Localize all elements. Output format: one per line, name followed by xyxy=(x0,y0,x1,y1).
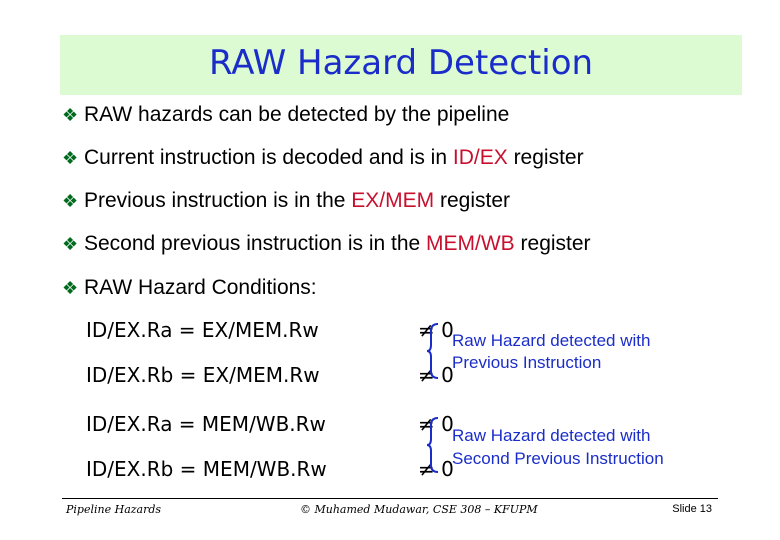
condition-operator: ≠ 0 xyxy=(418,363,454,387)
condition-expression: ID/EX.Ra = MEM/WB.Rw xyxy=(86,412,326,436)
condition-expression: ID/EX.Rb = EX/MEM.Rw xyxy=(86,363,320,387)
footer-topic: Pipeline Hazards xyxy=(66,503,162,516)
diamond-bullet-icon: ❖ xyxy=(62,148,79,168)
hazard-note-line: Previous Instruction xyxy=(452,353,602,372)
diamond-bullet-icon: ❖ xyxy=(62,105,79,125)
footer-divider xyxy=(62,498,718,499)
condition-expression: ID/EX.Rb = MEM/WB.Rw xyxy=(86,457,327,481)
hazard-note-line: Second Previous Instruction xyxy=(452,449,664,468)
bullet-item: ❖ RAW hazards can be detected by the pipeline xyxy=(62,103,510,126)
brace-icon xyxy=(426,322,442,380)
diamond-bullet-icon: ❖ xyxy=(62,234,79,254)
condition-operator: ≠ 0 xyxy=(418,318,454,342)
diamond-bullet-icon: ❖ xyxy=(62,278,79,298)
highlight-text: EX/MEM xyxy=(351,189,435,212)
bullet-item: ❖ Current instruction is decoded and is in ID/EX register xyxy=(62,146,584,169)
condition-operator: ≠ 0 xyxy=(418,412,454,436)
condition-operator: ≠ 0 xyxy=(418,457,454,481)
diamond-bullet-icon: ❖ xyxy=(62,191,79,211)
slide-number: Slide 13 xyxy=(672,503,712,515)
title-banner xyxy=(60,35,742,95)
highlight-text: ID/EX xyxy=(452,146,508,169)
hazard-note-line: Raw Hazard detected with xyxy=(452,426,651,445)
brace-icon xyxy=(426,416,442,474)
slide-title: RAW Hazard Detection xyxy=(208,43,594,83)
bullet-item: ❖ RAW Hazard Conditions: xyxy=(62,276,317,299)
bullet-item: ❖ Previous instruction is in the EX/MEM register xyxy=(62,189,510,212)
footer-copyright: © Muhamed Mudawar, CSE 308 – KFUPM xyxy=(300,503,538,516)
hazard-note-line: Raw Hazard detected with xyxy=(452,331,651,350)
highlight-text: MEM/WB xyxy=(426,232,515,255)
bullet-item: ❖ Second previous instruction is in the MEM/WB register xyxy=(62,232,591,255)
condition-expression: ID/EX.Ra = EX/MEM.Rw xyxy=(86,318,319,342)
